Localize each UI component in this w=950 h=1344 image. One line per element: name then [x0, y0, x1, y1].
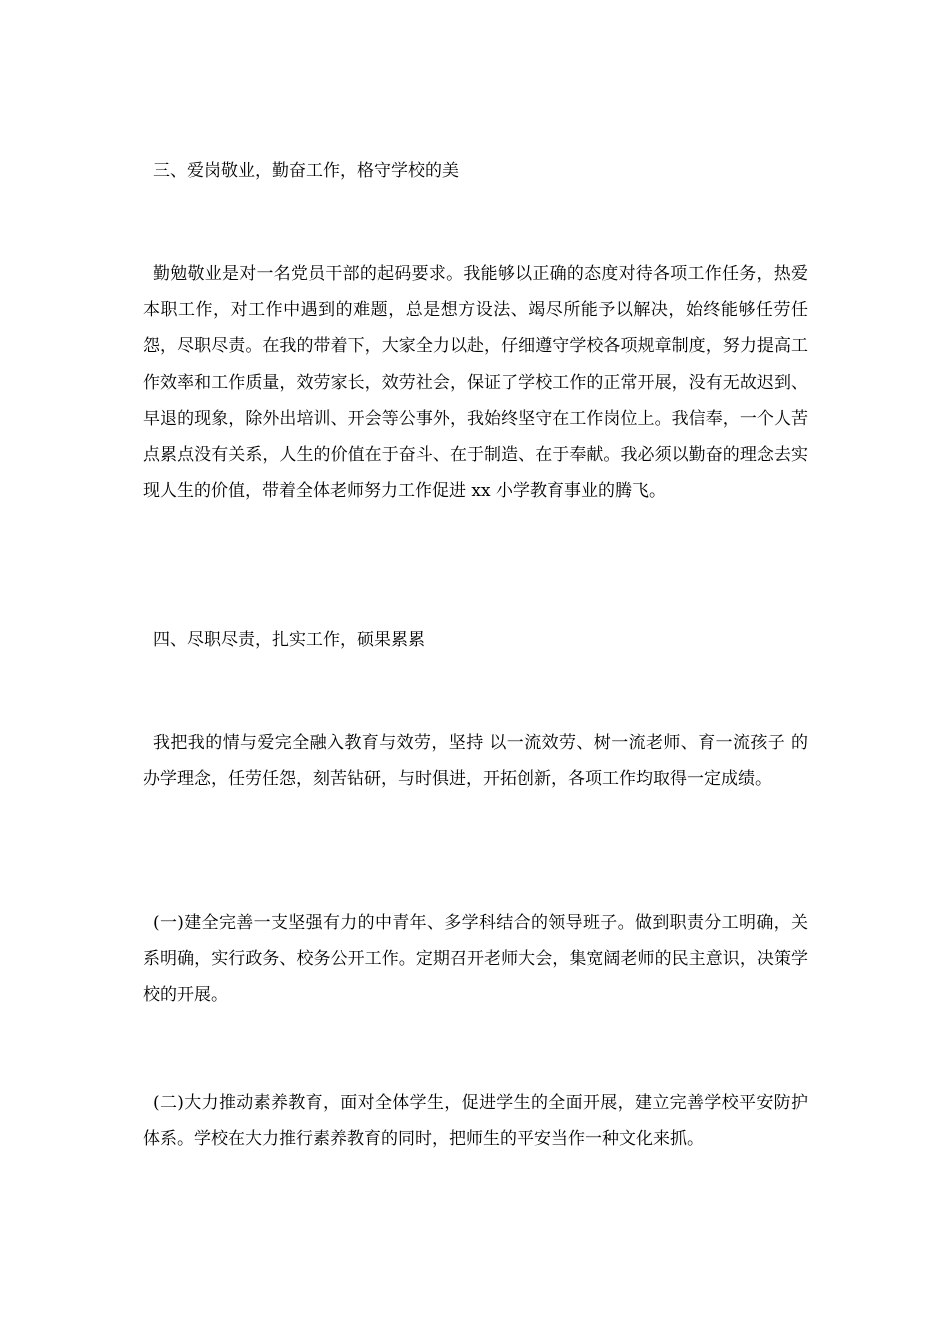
item-2-paragraph: (二)大力推动素养教育，面对全体学生，促进学生的全面开展，建立完善学校平安防护体系。学校在大力推行素养教育的同时，把师生的平安当作一种文化来抓。 — [143, 1093, 808, 1150]
item-1-paragraph: (一)建全完善一支坚强有力的中青年、多学科结合的领导班子。做到职责分工明确，关系明确，实行政务、校务公开工作。定期召开老师大会，集宽阔老师的民主意识，决策学校的开展。 — [143, 913, 808, 1006]
section-4-heading: 四、尽职尽责，扎实工作，硕果累累 — [153, 630, 425, 650]
section-3-paragraph: 勤勉敬业是对一名党员干部的起码要求。我能够以正确的态度对待各项工作任务，热爱本职工作，对工作中遇到的难题，总是想方设法、竭尽所能予以解决，始终能够任劳任怨，尽职尽责。在我的带着下，大家全力以赴，仔细遵守学校各项规章制度，努力提高工作效率和工作质量，效劳家长，效劳社会，保证了学校工作的正常开展，没有无故迟到、早退的现象，除外出培训、开会等公事外，我始终坚守在工作岗位上。我信奉，一个人苦点累点没有关系，人生的价值在于奋斗、在于制造、在于奉献。我必须以勤奋的理念去实现人生的价值，带着全体老师努力工作促进 xx 小学教育事业的腾飞。 — [143, 264, 808, 502]
section-3-heading: 三、爱岗敬业，勤奋工作，格守学校的美 — [153, 161, 459, 181]
section-4-paragraph: 我把我的情与爱完全融入教育与效劳，坚持 以一流效劳、树一流老师、育一流孩子 的办学理念，任劳任怨，刻苦钻研，与时俱进，开拓创新，各项工作均取得一定成绩。 — [143, 733, 808, 790]
